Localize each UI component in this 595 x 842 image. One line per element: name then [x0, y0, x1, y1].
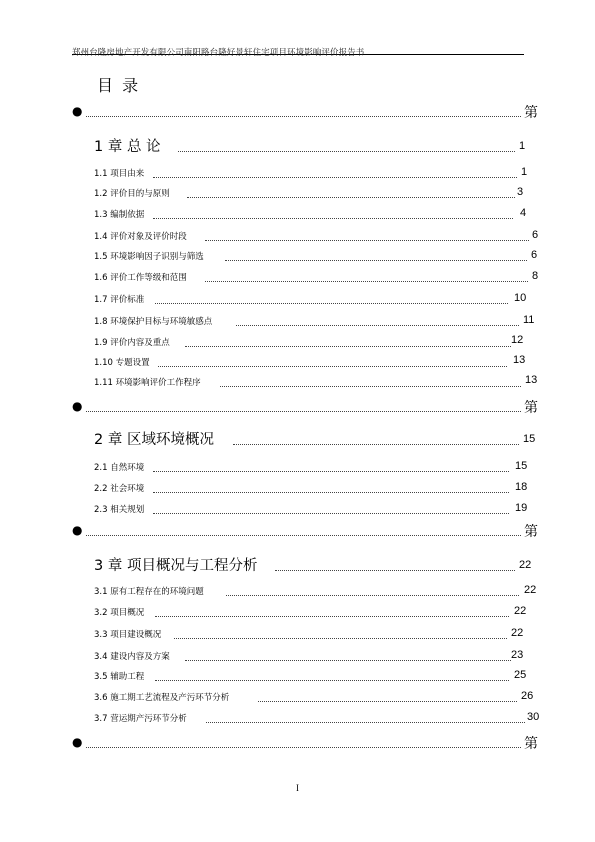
toc-page-number: 第	[524, 524, 538, 540]
toc-chapter-2[interactable]	[0, 428, 595, 448]
toc-page-number: 19	[515, 502, 528, 514]
toc-page-number: 12	[511, 334, 524, 346]
toc-page-number: 第	[524, 400, 538, 416]
dot-leader	[155, 302, 508, 304]
toc-chapter-title: 1 章 总 论	[94, 139, 161, 155]
toc-section-1-2[interactable]	[0, 184, 595, 204]
toc-chapter-title: 3 章 项目概况与工程分析	[94, 558, 258, 574]
toc-page-number: 22	[514, 605, 527, 617]
toc-bullet-row[interactable]	[0, 521, 595, 541]
toc-section-title: 3.5 辅助工程	[94, 672, 145, 682]
dot-leader	[174, 637, 507, 639]
toc-page-number: 22	[524, 584, 537, 596]
toc-section-title: 1.7 评价标准	[94, 295, 145, 305]
dot-leader	[225, 259, 527, 261]
dot-leader	[86, 746, 521, 748]
dot-leader	[155, 679, 509, 681]
toc-section-3-5[interactable]	[0, 667, 595, 687]
dot-leader	[206, 721, 525, 723]
toc-section-1-3[interactable]	[0, 205, 595, 225]
dot-leader	[153, 176, 517, 178]
toc-section-title: 1.6 评价工作等级和范围	[94, 273, 187, 283]
dot-leader	[233, 443, 519, 445]
toc-section-title: 1.11 环境影响评价工作程序	[94, 378, 201, 388]
toc-page-number: 第	[524, 105, 538, 121]
dot-leader	[226, 594, 519, 596]
toc-chapter-1[interactable]	[0, 135, 595, 155]
toc-title: 目 录	[97, 76, 141, 95]
toc-page-number: 第	[524, 736, 538, 752]
toc-section-1-10[interactable]	[0, 353, 595, 373]
toc-section-2-3[interactable]	[0, 500, 595, 520]
dot-leader	[86, 534, 521, 536]
bullet-icon: ●	[72, 104, 83, 118]
dot-leader	[178, 150, 515, 152]
toc-section-title: 3.7 营运期产污环节分析	[94, 714, 187, 724]
dot-leader	[185, 659, 511, 661]
toc-page-number: 1	[521, 166, 528, 178]
toc-page-number: 3	[517, 186, 524, 198]
dot-leader	[153, 217, 513, 219]
toc-page-number: 30	[527, 711, 540, 723]
toc-section-title: 2.1 自然环境	[94, 463, 145, 473]
toc-section-1-1[interactable]	[0, 164, 595, 184]
toc-section-title: 3.4 建设内容及方案	[94, 652, 170, 662]
toc-section-3-1[interactable]	[0, 582, 595, 602]
toc-section-1-9[interactable]	[0, 333, 595, 353]
toc-section-title: 1.3 编制依据	[94, 210, 145, 220]
dot-leader	[86, 115, 521, 117]
toc-section-title: 2.2 社会环境	[94, 484, 145, 494]
toc-bullet-row[interactable]	[0, 397, 595, 417]
dot-leader	[155, 615, 509, 617]
toc-section-title: 1.8 环境保护目标与环境敏感点	[94, 317, 213, 327]
header-text: 郑州台隆房地产开发有限公司南阳路台隆好景轩住宅项目环境影响评价报告书	[72, 48, 365, 58]
toc-page-number: 6	[532, 229, 539, 241]
toc-page-number: 4	[520, 207, 527, 219]
toc-page-number: 22	[511, 627, 524, 639]
bullet-icon: ●	[72, 735, 83, 749]
toc-section-1-7[interactable]	[0, 290, 595, 310]
toc-section-3-7[interactable]	[0, 709, 595, 729]
toc-page-number: 11	[523, 314, 535, 326]
toc-section-title: 1.1 项目由来	[94, 169, 145, 179]
toc-page-number: 10	[514, 292, 527, 304]
toc-section-1-5[interactable]	[0, 247, 595, 267]
dot-leader	[236, 324, 519, 326]
toc-section-3-3[interactable]	[0, 625, 595, 645]
dot-leader	[187, 196, 515, 198]
toc-section-title: 3.6 施工期工艺流程及产污环节分析	[94, 693, 230, 703]
toc-page-number: 15	[523, 433, 536, 445]
toc-page-number: 6	[531, 249, 538, 261]
toc-section-title: 3.1 原有工程存在的环境问题	[94, 587, 204, 597]
toc-page-number: 1	[519, 140, 526, 152]
page-footer-number: I	[296, 783, 299, 793]
toc-section-title: 3.3 项目建设概况	[94, 630, 162, 640]
toc-section-title: 3.2 项目概况	[94, 608, 145, 618]
toc-section-title: 2.3 相关规划	[94, 505, 145, 515]
toc-section-title: 1.10 专题设置	[94, 358, 150, 368]
toc-section-3-2[interactable]	[0, 603, 595, 623]
toc-section-1-4[interactable]	[0, 227, 595, 247]
toc-page-number: 13	[513, 354, 526, 366]
bullet-icon: ●	[72, 523, 83, 537]
dot-leader	[205, 280, 528, 282]
toc-chapter-3[interactable]	[0, 554, 595, 574]
toc-bullet-row[interactable]	[0, 102, 595, 122]
toc-section-2-1[interactable]	[0, 458, 595, 478]
dot-leader	[205, 239, 529, 241]
toc-chapter-title: 2 章 区域环境概况	[94, 432, 214, 448]
toc-bullet-row[interactable]	[0, 733, 595, 753]
dot-leader	[158, 365, 507, 367]
toc-section-3-6[interactable]	[0, 688, 595, 708]
dot-leader	[185, 345, 511, 347]
toc-section-title: 1.2 评价目的与原则	[94, 189, 170, 199]
toc-section-1-8[interactable]	[0, 312, 595, 332]
toc-page-number: 22	[519, 559, 532, 571]
toc-section-title: 1.4 评价对象及评价时段	[94, 232, 187, 242]
toc-section-title: 1.9 评价内容及重点	[94, 338, 170, 348]
dot-leader	[275, 569, 515, 571]
page-header	[72, 40, 524, 58]
toc-page-number: 23	[511, 649, 524, 661]
toc-page-number: 8	[532, 270, 539, 282]
toc-page-number: 18	[515, 481, 528, 493]
toc-section-2-2[interactable]	[0, 479, 595, 499]
dot-leader	[153, 491, 509, 493]
dot-leader	[258, 700, 517, 702]
toc-section-3-4[interactable]	[0, 647, 595, 667]
toc-page-number: 15	[515, 460, 528, 472]
bullet-icon: ●	[72, 399, 83, 413]
toc-section-1-11[interactable]	[0, 373, 595, 393]
dot-leader	[86, 410, 521, 412]
dot-leader	[153, 470, 509, 472]
dot-leader	[220, 385, 521, 387]
toc-page-number: 13	[525, 374, 538, 386]
toc-page-number: 26	[521, 690, 534, 702]
toc-page-number: 25	[514, 669, 527, 681]
toc-section-1-6[interactable]	[0, 268, 595, 288]
dot-leader	[153, 512, 509, 514]
toc-section-title: 1.5 环境影响因子识别与筛选	[94, 252, 204, 262]
